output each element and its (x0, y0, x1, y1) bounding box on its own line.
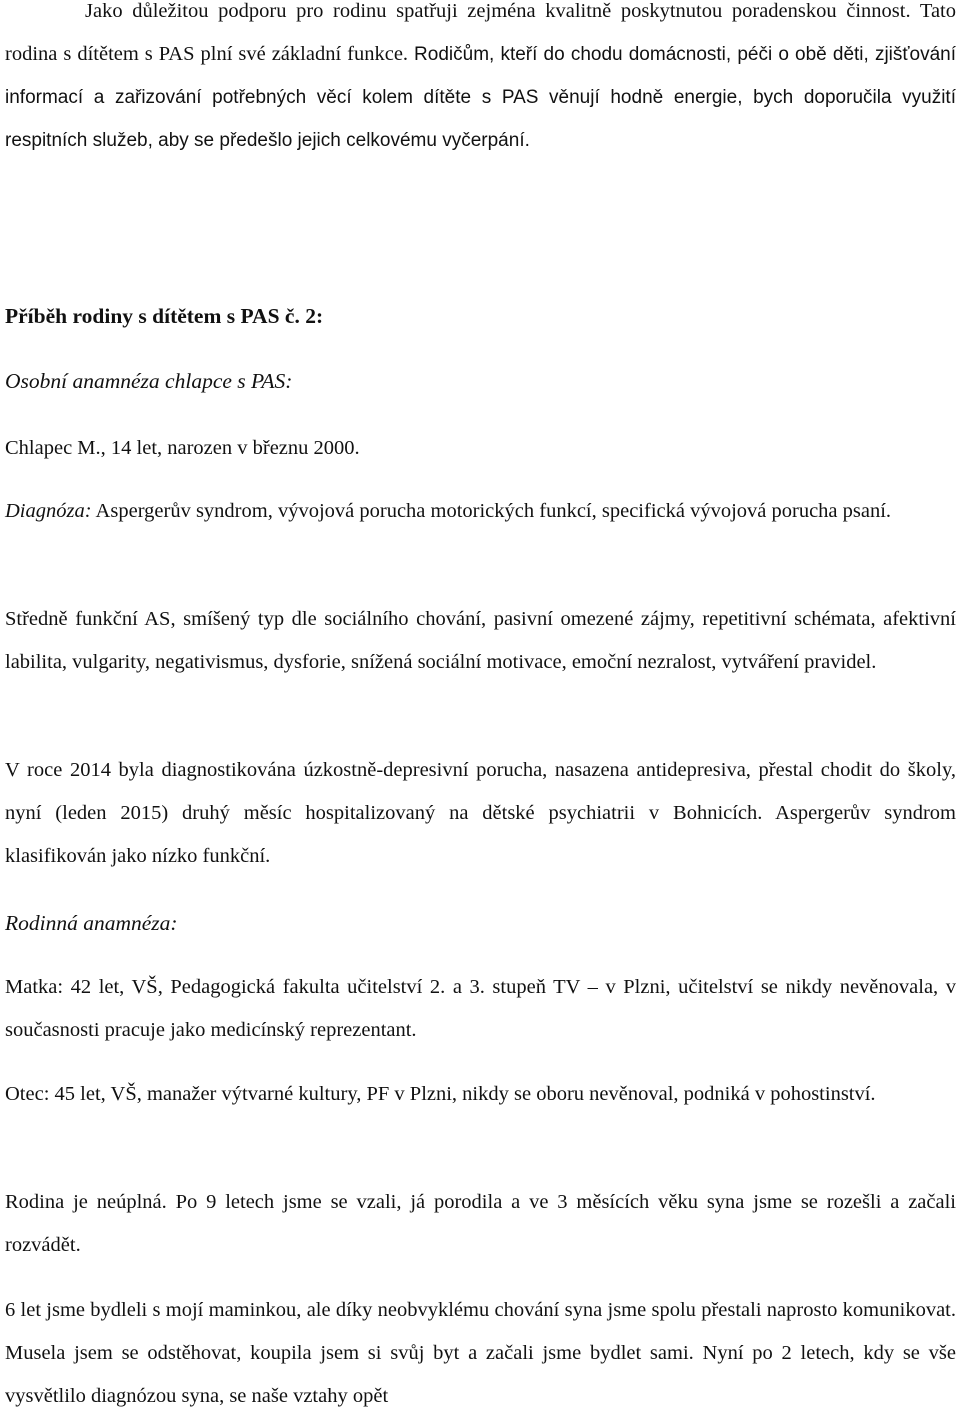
diagnosis-paragraph (5, 490, 956, 533)
personal-history-heading: Osobní anamnéza chlapce s PAS: (5, 369, 293, 393)
family-history-heading: Rodinná anamnéza: (5, 911, 178, 935)
as-paragraph: Středně funkční AS, smíšený typ dle sociálního chování, pasivní omezené zájmy, repetitivní schémata, afektivní labilita, vulgarity, negativismus, dysforie, snížená sociální motivace, emoční nezralost, vytváření pravidel. (5, 608, 956, 673)
boy-info: Chlapec M., 14 let, narozen v březnu 2000. (5, 437, 360, 459)
intro-paragraph-part1: Jako důležitou podporu pro rodinu spatřuji zejména kvalitně poskytnutou poradenskou činnost. Tato rodina s dítětem s PAS plní své základní funkce. (5, 0, 956, 65)
family-paragraph: Rodina je neúplná. Po 9 letech jsme se vzali, já porodila a ve 3 měsících věku syna jsme se rozešli a začali rozvádět. (5, 1191, 956, 1256)
diagnosis-text: Aspergerův syndrom, vývojová porucha motorických funkcí, specifická vývojová porucha psaní. (91, 500, 892, 522)
father-paragraph: Otec: 45 let, VŠ, manažer výtvarné kultury, PF v Plzni, nikdy se oboru nevěnoval, podniká v pohostinství. (5, 1083, 876, 1105)
last-paragraph: 6 let jsme bydleli s mojí maminkou, ale díky neobvyklému chování syna jsme spolu přestali naprosto komunikovat. Musela jsem se odstěhovat, koupila jsem si svůj byt a začali jsme bydlet sami. Nyní po 2 letech, kdy se vše vysvětlilo diagnózou syna, se naše vztahy opět (5, 1299, 956, 1407)
intro-paragraph-part2: Rodičům, kteří do chodu domácnosti, péči o obě děti, zjišťování informací a zařizování potřebných věcí kolem dítěte s PAS věnují hodně energie, bych doporučila využití respitních služeb, aby se předešlo jejich celkovému vyčerpání. (5, 44, 957, 151)
year-paragraph: V roce 2014 byla diagnostikována úzkostně-depresivní porucha, nasazena antidepresiva, přestal chodit do školy, nyní (leden 2015) druhý měsíc hospitalizovaný na dětské psychiatrii v Bohnicích. Aspergerův syndrom klasifikován jako nízko funkční. (5, 759, 956, 867)
intro-paragraph (5, 0, 956, 162)
mother-paragraph: Matka: 42 let, VŠ, Pedagogická fakulta učitelství 2. a 3. stupeň TV – v Plzni, učitelství se nikdy nevěnovala, v současnosti pracuje jako medicínský reprezentant. (5, 976, 956, 1041)
story-heading: Příběh rodiny s dítětem s PAS č. 2: (5, 304, 324, 328)
diagnosis-label: Diagnóza: (5, 500, 92, 522)
